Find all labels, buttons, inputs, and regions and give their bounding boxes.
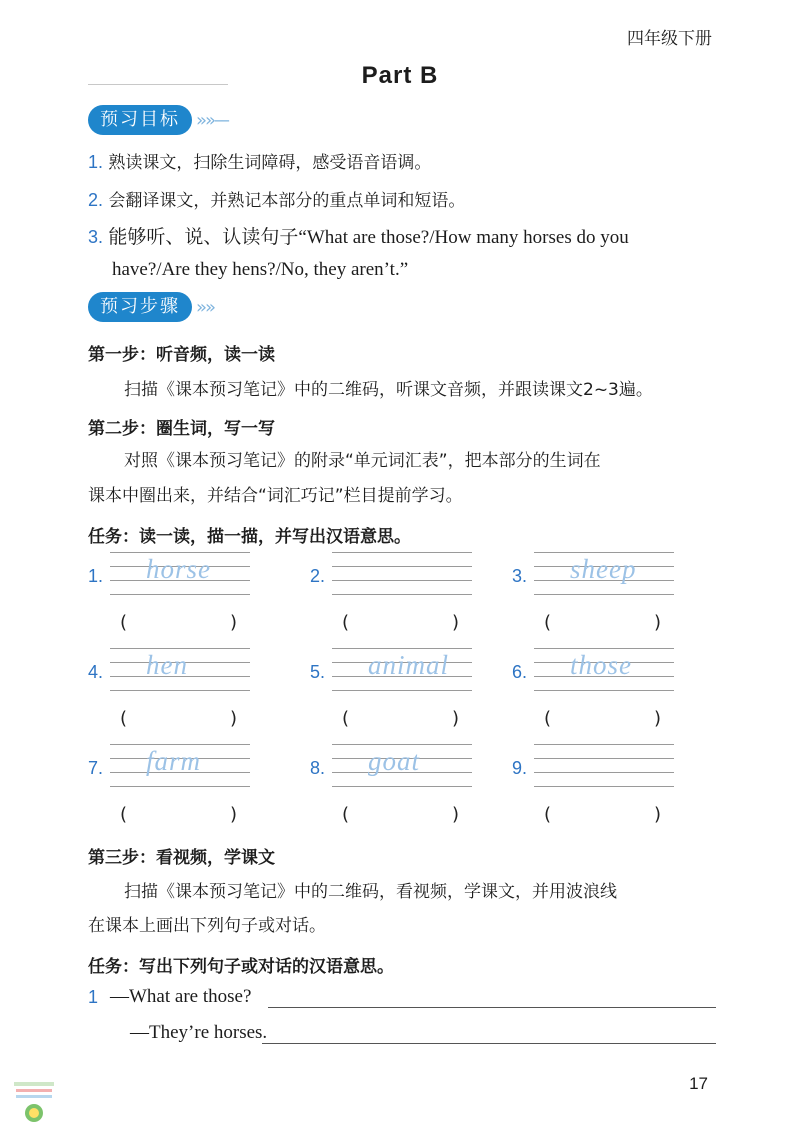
- meaning-paren-close: ): [452, 612, 460, 633]
- meaning-answer-field[interactable]: [356, 804, 446, 828]
- meaning-paren-open: (: [342, 708, 350, 729]
- goals-badge-row: [88, 105, 228, 135]
- step1-heading: 第一步：听音频，读一读: [88, 345, 275, 365]
- page-title: Part B: [361, 62, 439, 89]
- task2-question: —What are those?: [110, 986, 252, 1007]
- meaning-paren-open: (: [120, 708, 128, 729]
- writing-line: [534, 786, 674, 787]
- meaning-answer-field[interactable]: [134, 612, 224, 636]
- meaning-answer-field[interactable]: [134, 804, 224, 828]
- writing-line: [332, 594, 472, 595]
- writing-line: [332, 566, 472, 567]
- meaning-answer-field[interactable]: [558, 708, 648, 732]
- chevron-decor-icon: »»: [196, 296, 215, 318]
- meaning-paren-open: (: [342, 804, 350, 825]
- grade-label: 四年级下册: [627, 29, 712, 49]
- writing-line: [110, 690, 250, 691]
- writing-line: [534, 648, 674, 649]
- steps-badge-row: [88, 292, 214, 322]
- writing-line: [534, 772, 674, 773]
- task2-answer: —They’re horses.: [130, 1022, 268, 1043]
- meaning-paren-close: ): [654, 708, 662, 729]
- writing-line: [110, 552, 250, 553]
- writing-line: [332, 552, 472, 553]
- meaning-paren-open: (: [120, 612, 128, 633]
- traced-word[interactable]: those: [570, 650, 632, 680]
- goal-item-2: 2. 会翻译课文，并熟记本部分的重点单词和短语。: [88, 190, 466, 211]
- step2-text-2: 课本中圈出来，并结合“词汇巧记”栏目提前学习。: [88, 486, 463, 506]
- writing-line: [110, 594, 250, 595]
- task1-heading: 任务：读一读，描一描，并写出汉语意思。: [88, 527, 411, 547]
- meaning-paren-open: (: [120, 804, 128, 825]
- writing-line: [332, 690, 472, 691]
- steps-badge: 预习步骤: [88, 292, 192, 322]
- goal-item-1: 1. 熟读课文，扫除生词障碍，感受语音语调。: [88, 152, 432, 173]
- writing-line: [332, 648, 472, 649]
- vocab-number: 4.: [88, 662, 104, 682]
- step3-text-1: 扫描《课本预习笔记》中的二维码，看视频，学课文，并用波浪线: [124, 882, 617, 902]
- meaning-paren-close: ): [654, 612, 662, 633]
- step3-text-2: 在课本上画出下列句子或对话。: [88, 916, 326, 936]
- writing-line: [534, 594, 674, 595]
- meaning-paren-open: (: [544, 612, 552, 633]
- meaning-paren-close: ): [452, 708, 460, 729]
- meaning-paren-close: ): [230, 804, 238, 825]
- vocab-number: 8.: [310, 758, 326, 778]
- meaning-answer-field[interactable]: [134, 708, 224, 732]
- traced-word[interactable]: sheep: [570, 554, 637, 584]
- step2-heading: 第二步：圈生词，写一写: [88, 419, 275, 439]
- meaning-answer-field[interactable]: [356, 708, 446, 732]
- step2-text-1: 对照《课本预习笔记》的附录“单元词汇表”，把本部分的生词在: [124, 451, 601, 471]
- vocab-number: 5.: [310, 662, 326, 682]
- goal-item-3-cont: have?/Are they hens?/No, they aren’t.”: [112, 259, 409, 280]
- writing-line: [332, 744, 472, 745]
- writing-line: [110, 744, 250, 745]
- traced-word[interactable]: horse: [146, 554, 211, 584]
- writing-line: [534, 758, 674, 759]
- writing-line: [110, 648, 250, 649]
- page-number: 17: [689, 1074, 708, 1093]
- meaning-paren-open: (: [544, 708, 552, 729]
- meaning-paren-close: ): [230, 612, 238, 633]
- task2-number: 1: [88, 987, 99, 1007]
- meaning-answer-field[interactable]: [558, 612, 648, 636]
- step1-text: 扫描《课本预习笔记》中的二维码，听课文音频，并跟读课文2~3遍。: [124, 380, 653, 400]
- vocab-number: 3.: [512, 566, 528, 586]
- meaning-paren-open: (: [544, 804, 552, 825]
- answer-line[interactable]: [262, 1043, 716, 1044]
- answer-line[interactable]: [268, 1007, 716, 1008]
- goals-badge: 预习目标: [88, 105, 192, 135]
- step3-heading: 第三步：看视频，学课文: [88, 848, 275, 868]
- writing-line: [110, 786, 250, 787]
- meaning-paren-close: ): [452, 804, 460, 825]
- meaning-paren-close: ): [654, 804, 662, 825]
- chevron-decor-icon: »»––: [196, 109, 229, 131]
- traced-word[interactable]: animal: [368, 650, 450, 680]
- writing-line: [534, 744, 674, 745]
- traced-word[interactable]: goat: [368, 746, 421, 776]
- writing-line: [534, 552, 674, 553]
- writing-line: [332, 786, 472, 787]
- publisher-logo: [12, 1080, 56, 1124]
- vocab-number: 9.: [512, 758, 528, 778]
- vocab-number: 2.: [310, 566, 326, 586]
- meaning-answer-field[interactable]: [558, 804, 648, 828]
- goal-item-3: 3. 能够听、说、认读句子“What are those?/How many horses do you: [88, 227, 629, 248]
- writing-line: [332, 580, 472, 581]
- traced-word[interactable]: farm: [146, 746, 202, 776]
- meaning-paren-close: ): [230, 708, 238, 729]
- task2-heading: 任务：写出下列句子或对话的汉语意思。: [88, 957, 394, 977]
- writing-line: [534, 690, 674, 691]
- vocab-number: 1.: [88, 566, 104, 586]
- vocab-number: 6.: [512, 662, 528, 682]
- meaning-paren-open: (: [342, 612, 350, 633]
- traced-word[interactable]: hen: [146, 650, 188, 680]
- vocab-number: 7.: [88, 758, 104, 778]
- meaning-answer-field[interactable]: [356, 612, 446, 636]
